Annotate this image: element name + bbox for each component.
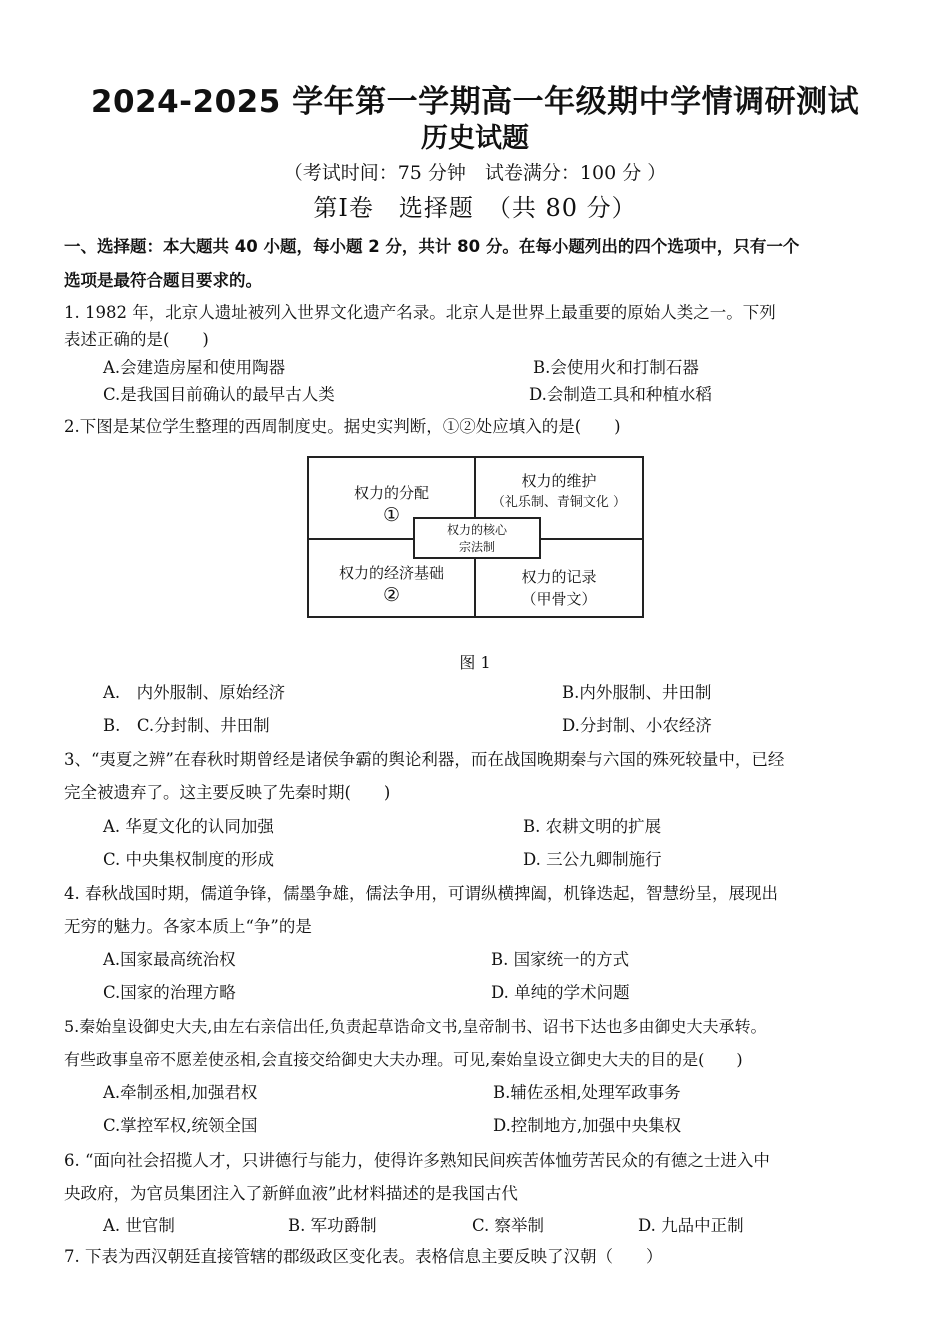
- diagram-blank-2: ②: [382, 584, 401, 606]
- question-5-stem-line-2: 有些政事皇帝不愿差使丞相,会直接交给御史大夫办理。可见,秦始皇设立御史大夫的目的是( ): [64, 1050, 743, 1069]
- question-3-option-c: C. 中央集权制度的形成: [103, 850, 275, 869]
- diagram-maintenance-label: 权力的维护: [521, 472, 597, 490]
- question-6-option-d: D. 九品中正制: [638, 1216, 744, 1235]
- question-5-option-a: A.牵制丞相,加强君权: [103, 1083, 258, 1102]
- question-4-option-b: B. 国家统一的方式: [491, 950, 630, 969]
- exam-info: （考试时间：75 分钟 试卷满分：100 分 ）: [283, 162, 667, 184]
- question-5-option-b: B.辅佐丞相,处理军政事务: [493, 1083, 681, 1102]
- section-title: 第Ⅰ卷 选择题 （共 80 分）: [313, 194, 637, 222]
- question-1-option-c: C.是我国目前确认的最早古人类: [103, 385, 335, 404]
- question-3-stem-line-2: 完全被遗弃了。这主要反映了先秦时期( ): [64, 783, 391, 802]
- question-6-option-a: A. 世官制: [103, 1216, 175, 1235]
- diagram-record-label: 权力的记录: [521, 568, 597, 586]
- diagram-record-note: （甲骨文）: [521, 590, 597, 608]
- question-3-option-b: B. 农耕文明的扩展: [523, 817, 662, 836]
- diagram-cell-record: [476, 566, 642, 610]
- question-2-stem: 2.下图是某位学生整理的西周制度史。据史实判断，①②处应填入的是( ): [64, 417, 621, 436]
- western-zhou-system-diagram: [307, 456, 644, 618]
- question-6-stem-line-1: 6. “面向社会招揽人才，只讲德行与能力，使得许多熟知民间疾苦体恤劳苦民众的有德之士进入中: [64, 1151, 770, 1170]
- question-1-stem-line-2: 表述正确的是( ): [64, 330, 209, 349]
- question-2-option-b: B.内外服制、井田制: [562, 683, 712, 702]
- question-4-option-c: C.国家的治理方略: [103, 983, 236, 1002]
- diagram-cell-economic-base: [309, 562, 474, 606]
- exam-title: 2024-2025 学年第一学期高一年级期中学情调研测试: [90, 84, 860, 120]
- question-3-option-a: A. 华夏文化的认同加强: [103, 817, 274, 836]
- figure-caption: 图 1: [459, 653, 491, 672]
- instructions-line-1: 一、选择题：本大题共 40 小题，每小题 2 分，共计 80 分。在每小题列出的四个选项中，只有一个: [64, 237, 800, 256]
- question-6-option-c: C. 察举制: [472, 1216, 545, 1235]
- subject-title: 历史试题: [421, 123, 529, 154]
- question-7-stem: 7. 下表为西汉朝廷直接管辖的郡级政区变化表。表格信息主要反映了汉朝（ ）: [64, 1247, 663, 1266]
- question-1-option-a: A.会建造房屋和使用陶器: [103, 358, 286, 377]
- question-6-stem-line-2: 央政府，为官员集团注入了新鲜血液”此材料描述的是我国古代: [64, 1184, 518, 1203]
- question-4-option-a: A.国家最高统治权: [103, 950, 236, 969]
- question-3-option-d: D. 三公九卿制施行: [523, 850, 662, 869]
- question-6-option-b: B. 军功爵制: [288, 1216, 377, 1235]
- question-4-stem-line-2: 无穷的魅力。各家本质上“争”的是: [64, 917, 312, 936]
- question-1-option-b: B.会使用火和打制石器: [533, 358, 699, 377]
- question-4-stem-line-1: 4. 春秋战国时期，儒道争锋，儒墨争雄，儒法争用，可谓纵横捭阖，机锋迭起，智慧纷呈，展现出: [64, 884, 778, 903]
- diagram-blank-1: ①: [382, 504, 401, 526]
- question-1-stem-line-1: 1. 1982 年，北京人遗址被列入世界文化遗产名录。北京人是世界上最重要的原始人类之一。下列: [64, 303, 776, 322]
- question-2-option-c: B. C.分封制、井田制: [103, 716, 270, 735]
- question-2-option-d: D.分封制、小农经济: [562, 716, 712, 735]
- diagram-cell-maintenance: [476, 470, 642, 514]
- diagram-center-label: 权力的核心: [446, 523, 507, 537]
- question-5-option-d: D.控制地方,加强中央集权: [493, 1116, 682, 1135]
- question-2-option-a: A. 内外服制、原始经济: [103, 683, 286, 702]
- question-5-stem-line-1: 5.秦始皇设御史大夫,由左右亲信出任,负责起草诰命文书,皇帝制书、诏书下达也多由御史大夫承转。: [64, 1017, 767, 1036]
- question-3-stem-line-1: 3、“夷夏之辨”在春秋时期曾经是诸侯争霸的舆论利器，而在战国晚期秦与六国的殊死较量中，已经: [64, 750, 785, 769]
- question-5-option-c: C.掌控军权,统领全国: [103, 1116, 258, 1135]
- diagram-center-value: 宗法制: [458, 540, 495, 554]
- diagram-distribution-label: 权力的分配: [353, 484, 429, 502]
- instructions-line-2: 选项是最符合题目要求的。: [64, 271, 262, 290]
- diagram-economic-base-label: 权力的经济基础: [338, 564, 444, 582]
- diagram-maintenance-note: （礼乐制、青铜文化 ）: [491, 495, 627, 510]
- question-1-option-d: D.会制造工具和种植水稻: [529, 385, 712, 404]
- diagram-center-box: [413, 517, 541, 559]
- question-4-option-d: D. 单纯的学术问题: [491, 983, 630, 1002]
